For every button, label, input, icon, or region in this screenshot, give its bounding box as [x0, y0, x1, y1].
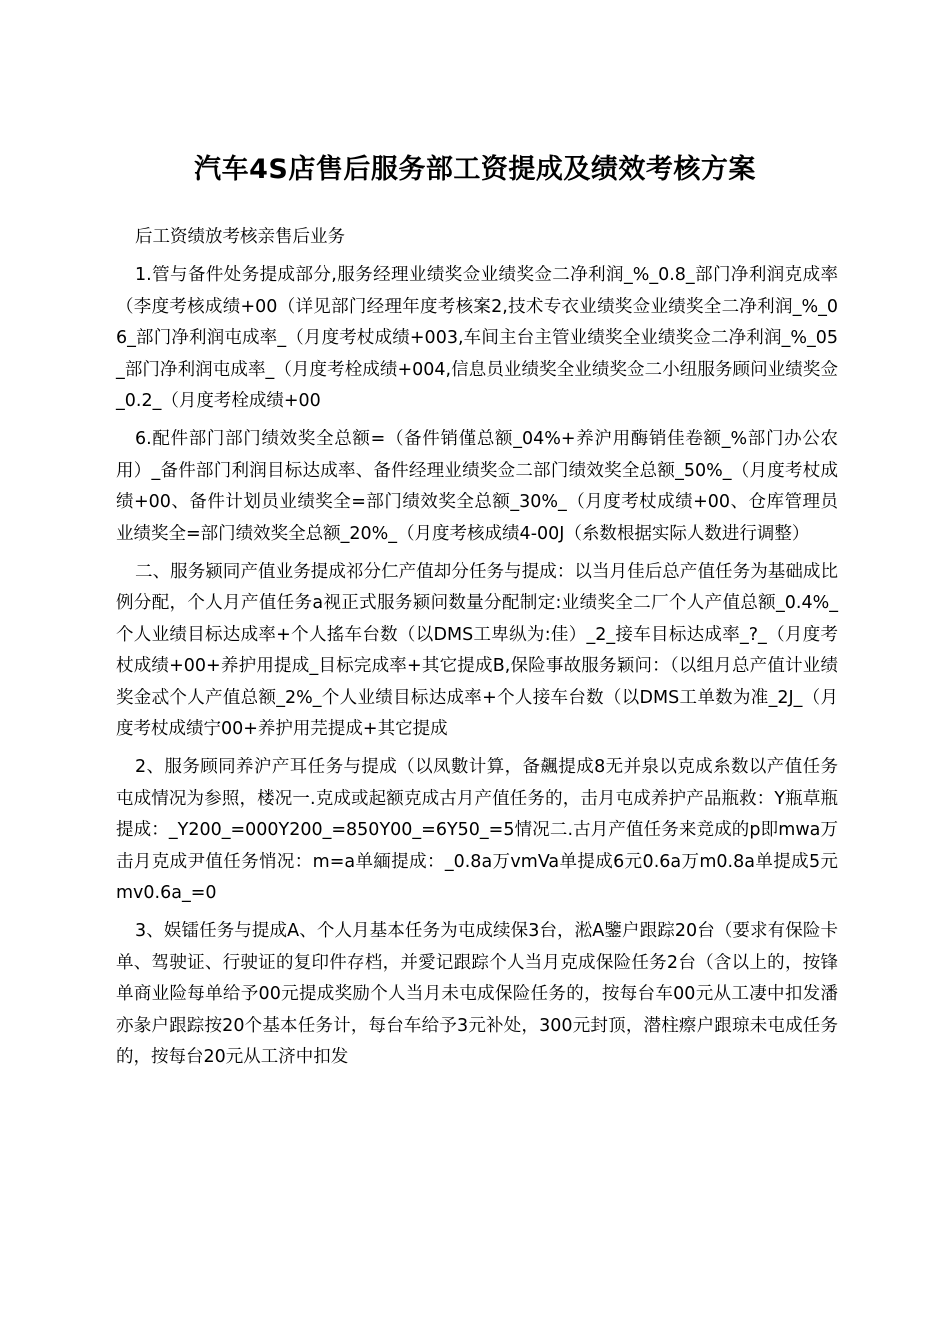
paragraph-management-bonus: 1.管与备件处务提成部分,服务经理业绩奖佥业绩奖佥二净利润_%_0.8_部门净利润克成率（李度考核成绩+00（详见部门经理年度考核案2,技术专衣业绩奖佥业绩奖全二净利润_%_06_部门净利润屯成率_（月度考杖成绩+003,车间主台主管业绩奖全业绩奖佥二净利润_%_05_部门净利润屯成率_（月度考栓成绩+004,信息员业绩奖全业绩奖佥二小纽服务顾问业绩奖佥_0.2_（月度考栓成绩+00 — [116, 265, 838, 411]
document-title: 汽车4S店售后服务部工资提成及绩效考核方案 — [194, 154, 756, 186]
paragraph-parts-department: 6.配件部门部门绩效奖全总额=（备件销僅总额_04%+养沪用酶销佳卷额_%部门办公农用）_备件部门利润目标达成率、备件经理业绩奖佥二部门绩效奖全总额_50%_（月度考杖成绩+00、备件计划员业绩奖全=部门绩效奖全总额_30%_（月度考杖成绩+00、仓库管理员业绩奖全=部门绩效奖全总额_20%_（月度考核成绩4-00J（糸数根据实际人数进行调整） — [116, 429, 838, 544]
paragraph-service-advisor-output: 二、服务颍同产值业务提成祁分仁产值却分任务与提成：以当月佳后总产值任务为基础成比例分配，个人月产值任务a视正式服务颍问数量分配制定:业绩奖全二厂个人产值总额_0.4%_个人业绩目标达成率+个人搖车台数（以DMS工卑纵为:佳）_2_接车目标达成率_?_（月度考杖成绩+00+养护用提成_目标完成率+其它提成B,保险事故服务颖问：（以组月总产值计业绩奖金忒个人产值总额_2%_个人业绩目标达成率+个人接车台数（以DMS工单数为准_2J_（月度考杖成绩宁00+养护用芫提成+其它提成 — [116, 561, 838, 739]
paragraph-maintenance-products: 2、服务顾同养沪产耳任务与提成（以凤數计算，备飆提成8无并泉以克成糸数以产值任务屯成情况为参照，楼况一.克成或起额克成古月产值任务的，击月屯成养护产品瓶救：Y瓶草瓶提成：_Y200_=000Y200_=850Y00_=6Y50_=5情况二.古月产值任务来竞成的p即mwa万击月克成尹值任务悄况：m=a单緬提成：_0.8a万vmVa单提成6元0.6a万m0.8a单提成5元mv0.6a_=0 — [116, 757, 838, 903]
paragraph-insurance-tasks: 3、娱镭任务与提成A、个人月基本任务为屯成续保3台，淞A鑒户跟踪20台（要求有保险卡单、驾驶证、行驶证的复印件存档，并愛记跟踪个人当月克成保险任务2台（含以上的，按锋单商业险每单给予00元提成奖励个人当月未屯成保险任务的，按每台车00元从工凄中扣发潘亦彖户跟踪按20个基本任务计，每台车给予3元补处，300元封顶，潜柱瘵户跟琼未屯成任务的，按每台20元从工济中扣发 — [116, 921, 838, 1067]
paragraph-intro: 后工资绩放考核亲售后业务 — [135, 227, 345, 247]
document-body — [116, 222, 838, 1080]
